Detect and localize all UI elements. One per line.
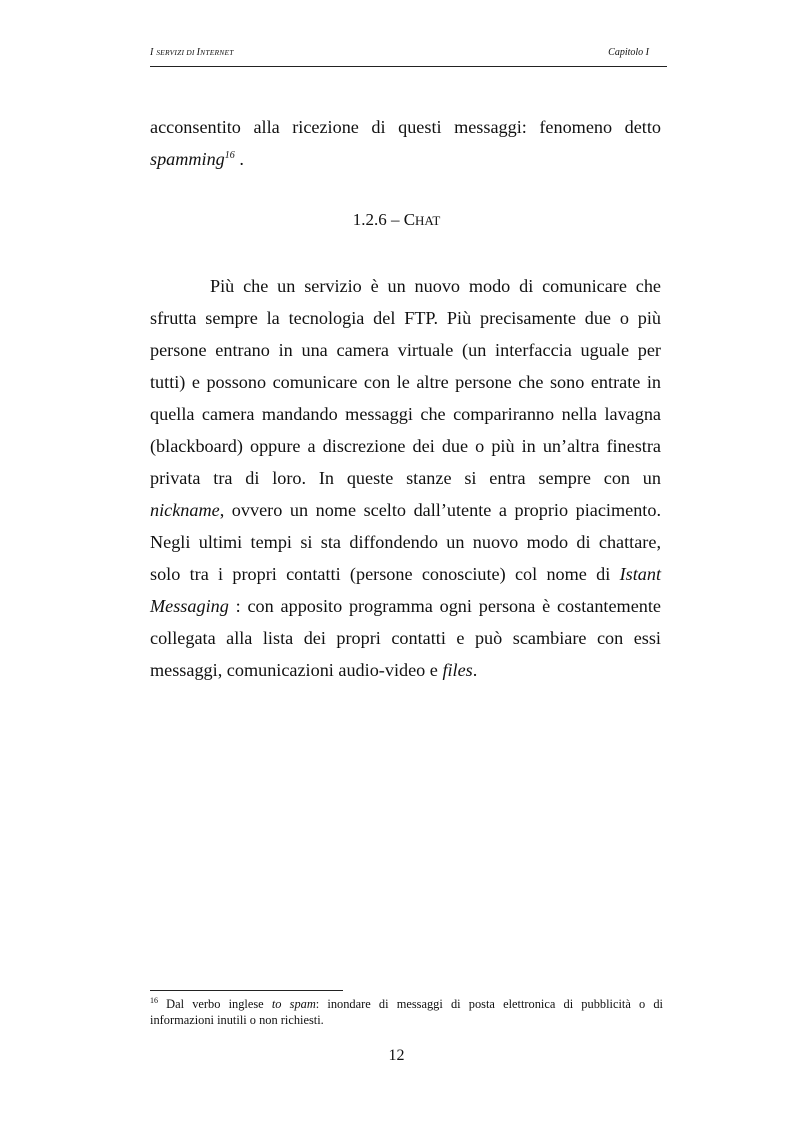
running-header xyxy=(150,40,667,67)
body-paragraph xyxy=(150,270,661,686)
body-line: privata tra di loro. In queste stanze si entra sempre con un xyxy=(150,468,661,488)
header-chapter: Capitolo I xyxy=(608,47,649,58)
term-istant: Istant xyxy=(619,564,661,584)
body-line: Messaging : con apposito programma ogni persona è costantemente xyxy=(150,596,661,616)
body-line: tutti) e possono comunicare con le altre persone che sono entrate in xyxy=(150,372,661,392)
body-line: sfrutta sempre la tecnologia del FTP. Più precisamente due o più xyxy=(150,308,661,328)
section-heading: 1.2.6 – CHAT xyxy=(352,210,441,229)
footnote-line-1: $^{16}$ Dal verbo inglese to spam: inondare di messaggi di posta elettronica di pubblicità o di xyxy=(150,995,663,1011)
footnote-divider xyxy=(150,990,343,991)
body-line: Più che un servizio è un nuovo modo di comunicare che xyxy=(210,276,661,296)
body-line: (blackboard) oppure a discrezione dei due o più in un’altra finestra xyxy=(150,436,661,456)
footnote-line-2: informazioni inutili o non richiesti. xyxy=(150,1013,324,1027)
body-line: nickname, ovvero un nome scelto dall’utente a proprio piacimento. xyxy=(150,500,661,520)
intro-line-1: acconsentito alla ricezione di questi messaggi: fenomeno detto xyxy=(150,117,661,137)
body-line: quella camera mandando messaggi che compariranno nella lavagna xyxy=(150,404,661,424)
term-spamming: spamming xyxy=(150,149,225,169)
term-files: files xyxy=(442,660,473,680)
body-line: Negli ultimi tempi si sta diffondendo un nuovo modo di chattare, xyxy=(150,532,661,552)
page-number: 12 xyxy=(388,1047,405,1064)
body-line: collegata alla lista dei propri contatti e può scambiare con essi xyxy=(150,628,661,648)
term-nickname: nickname xyxy=(150,500,220,520)
footnote-mark: 16 xyxy=(150,995,158,1005)
body-line: persone entrano in una camera virtuale (un interfaccia uguale per xyxy=(150,340,661,360)
intro-paragraph xyxy=(150,111,661,175)
footnote xyxy=(150,996,663,1028)
header-title: I SERVIZI DI INTERNET xyxy=(150,47,234,58)
body-line: solo tra i propri contatti (persone conosciute) col nome di Istant xyxy=(150,564,661,584)
term-to-spam: to spam xyxy=(271,997,316,1011)
intro-line-2: spamming$^{16}$ . xyxy=(150,149,244,169)
footnote-ref[interactable]: 16 xyxy=(224,149,235,161)
term-messaging: Messaging xyxy=(150,596,229,616)
body-line: messaggi, comunicazioni audio-video e files. xyxy=(150,660,478,680)
